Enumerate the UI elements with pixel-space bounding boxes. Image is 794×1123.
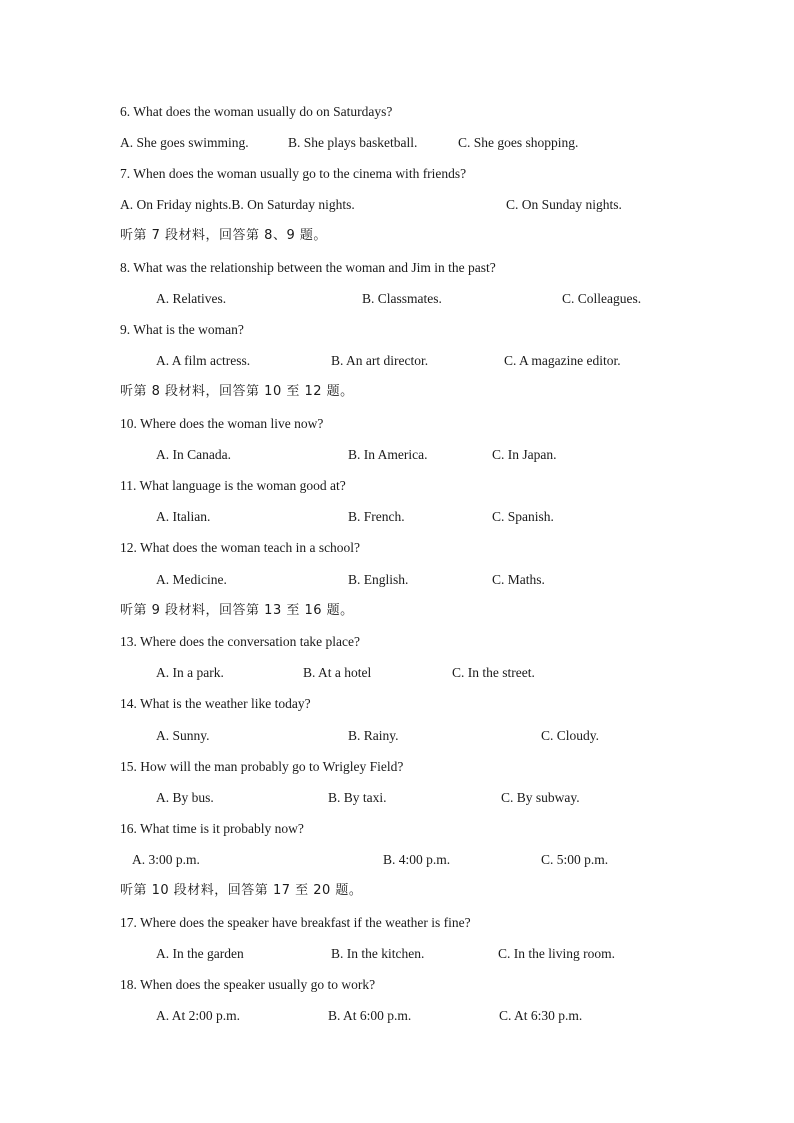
answer-option: B. French. — [348, 509, 405, 524]
answer-option: C. Cloudy. — [541, 728, 600, 743]
question-text: 9. What is the woman? — [120, 322, 244, 337]
question-text: 16. What time is it probably now? — [120, 821, 304, 836]
answer-option: A. A film actress. — [156, 353, 251, 368]
answer-option: A. On Friday nights.B. On Saturday nights. — [120, 197, 355, 212]
answer-option: C. Colleagues. — [562, 291, 642, 306]
question-text: 8. What was the relationship between the woman and Jim in the past? — [120, 260, 496, 275]
section-instruction: 听第 7 段材料，回答第 8、9 题。 — [120, 228, 327, 243]
answer-option: C. At 6:30 p.m. — [499, 1008, 583, 1023]
answer-option: B. English. — [348, 572, 409, 587]
answer-option: B. An art director. — [331, 353, 429, 368]
answer-option: C. On Sunday nights. — [506, 197, 622, 212]
answer-option: A. Sunny. — [156, 728, 210, 743]
answer-option: A. In the garden — [156, 946, 244, 961]
answer-option: A. She goes swimming. — [120, 135, 249, 150]
answer-option: B. In the kitchen. — [331, 946, 425, 961]
answer-option: B. She plays basketball. — [288, 135, 418, 150]
answer-option: B. By taxi. — [328, 790, 387, 805]
question-text: 18. When does the speaker usually go to work? — [120, 977, 376, 992]
question-text: 10. Where does the woman live now? — [120, 416, 324, 431]
answer-option: B. At a hotel — [303, 665, 372, 680]
question-text: 14. What is the weather like today? — [120, 696, 311, 711]
answer-option: B. At 6:00 p.m. — [328, 1008, 412, 1023]
answer-option: B. In America. — [348, 447, 428, 462]
question-text: 13. Where does the conversation take place? — [120, 634, 361, 649]
question-text: 12. What does the woman teach in a school? — [120, 540, 361, 555]
answer-option: C. Spanish. — [492, 509, 554, 524]
answer-option: C. In the living room. — [498, 946, 615, 961]
answer-option: C. In the street. — [452, 665, 535, 680]
answer-option: A. In Canada. — [156, 447, 231, 462]
answer-option: C. She goes shopping. — [458, 135, 579, 150]
section-instruction: 听第 8 段材料，回答第 10 至 12 题。 — [120, 384, 354, 399]
answer-option: A. Medicine. — [156, 572, 227, 587]
question-text: 15. How will the man probably go to Wrigley Field? — [120, 759, 404, 774]
question-text: 11. What language is the woman good at? — [120, 478, 346, 493]
answer-option: B. Rainy. — [348, 728, 399, 743]
answer-option: C. Maths. — [492, 572, 545, 587]
question-text: 17. Where does the speaker have breakfast if the weather is fine? — [120, 915, 471, 930]
answer-option: C. By subway. — [501, 790, 580, 805]
answer-option: B. 4:00 p.m. — [383, 852, 451, 867]
answer-option: C. In Japan. — [492, 447, 557, 462]
answer-option: C. A magazine editor. — [504, 353, 621, 368]
section-instruction: 听第 9 段材料，回答第 13 至 16 题。 — [120, 603, 354, 618]
answer-option: A. 3:00 p.m. — [132, 852, 200, 867]
answer-option: A. Italian. — [156, 509, 211, 524]
section-instruction: 听第 10 段材料，回答第 17 至 20 题。 — [120, 883, 363, 898]
question-text: 6. What does the woman usually do on Saturdays? — [120, 104, 393, 119]
answer-option: C. 5:00 p.m. — [541, 852, 609, 867]
answer-option: A. By bus. — [156, 790, 214, 805]
question-text: 7. When does the woman usually go to the cinema with friends? — [120, 166, 467, 181]
answer-option: A. Relatives. — [156, 291, 227, 306]
answer-option: B. Classmates. — [362, 291, 442, 306]
answer-option: A. In a park. — [156, 665, 224, 680]
answer-option: A. At 2:00 p.m. — [156, 1008, 241, 1023]
